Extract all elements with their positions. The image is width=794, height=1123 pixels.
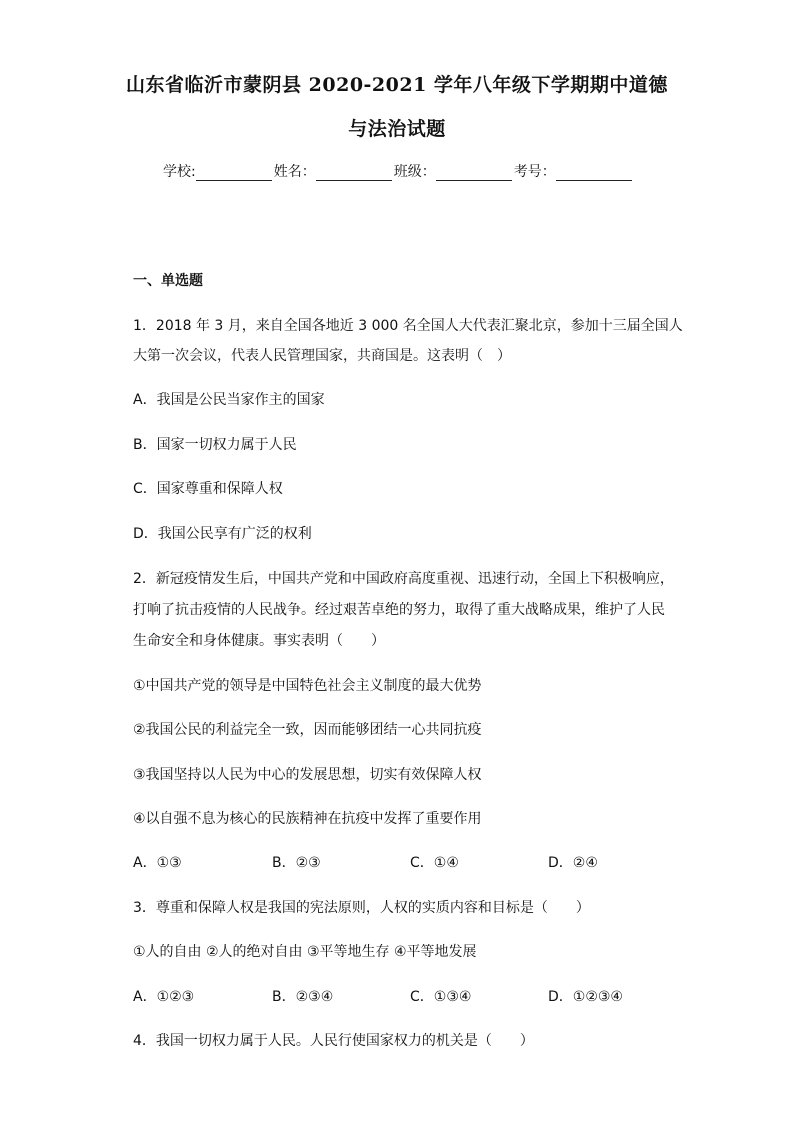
exam-title-line-1: 山东省临沂市蒙阴县 2020-2021 学年八年级下学期期中道德 [126,74,668,96]
question-3-option-c: C．①③④ [410,989,472,1005]
question-2-item-1: ①中国共产党的领导是中国特色社会主义制度的最大优势 [133,678,482,694]
exam-number-label: 考号： [513,164,556,180]
question-3-option-d: D．①②③④ [548,989,623,1005]
question-1-stem-line-1: 1．2018 年 3 月，来自全国各地近 3 000 名全国人大代表汇聚北京，参加十三届全国人 [133,318,683,334]
question-4-stem: 4．我国一切权力属于人民。人民行使国家权力的机关是（ ） [133,1033,534,1049]
question-2-option-d: D．②④ [548,855,598,871]
question-2-stem-line-3: 生命安全和身体健康。事实表明（ ） [133,633,385,649]
question-2-option-c: C．①④ [410,855,459,871]
question-1-option-a: A．我国是公民当家作主的国家 [133,392,325,408]
class-label: 班级： [393,164,436,180]
question-3-stem: 3．尊重和保障人权是我国的宪法原则，人权的实质内容和目标是（ ） [133,900,590,916]
question-2-item-2: ②我国公民的利益完全一致，因而能够团结一心共同抗疫 [133,722,482,738]
question-2-stem-line-2: 打响了抗击疫情的人民战争。经过艰苦卓绝的努力，取得了重大战略成果，维护了人民 [133,602,665,618]
name-blank[interactable] [316,166,392,181]
question-1-option-b: B．国家一切权力属于人民 [133,437,297,453]
question-3-items: ①人的自由 ②人的绝对自由 ③平等地生存 ④平等地发展 [133,944,477,960]
name-label: 姓名： [273,164,316,180]
question-1-stem-line-2: 大第一次会议，代表人民管理国家，共商国是。这表明（ ） [133,348,511,364]
question-1-option-d: D．我国公民享有广泛的权利 [133,526,312,542]
question-3-option-a: A．①②③ [133,989,195,1005]
question-3-option-b: B．②③④ [272,989,334,1005]
question-1-option-c: C．国家尊重和保障人权 [133,481,283,497]
exam-number-blank[interactable] [556,166,632,181]
question-2-item-4: ④以自强不息为核心的民族精神在抗疫中发挥了重要作用 [133,811,482,827]
question-2-item-3: ③我国坚持以人民为中心的发展思想，切实有效保障人权 [133,767,482,783]
section-title: 一、单选题 [133,273,203,289]
exam-title-line-2: 与法治试题 [348,118,446,140]
question-2-option-b: B．②③ [272,855,321,871]
school-label: 学校: [163,164,196,180]
school-blank[interactable] [196,166,272,181]
question-2-stem-line-1: 2．新冠疫情发生后，中国共产党和中国政府高度重视、迅速行动，全国上下积极响应， [133,571,674,587]
student-info-row [163,161,634,181]
class-blank[interactable] [436,166,512,181]
question-2-option-a: A．①③ [133,855,182,871]
